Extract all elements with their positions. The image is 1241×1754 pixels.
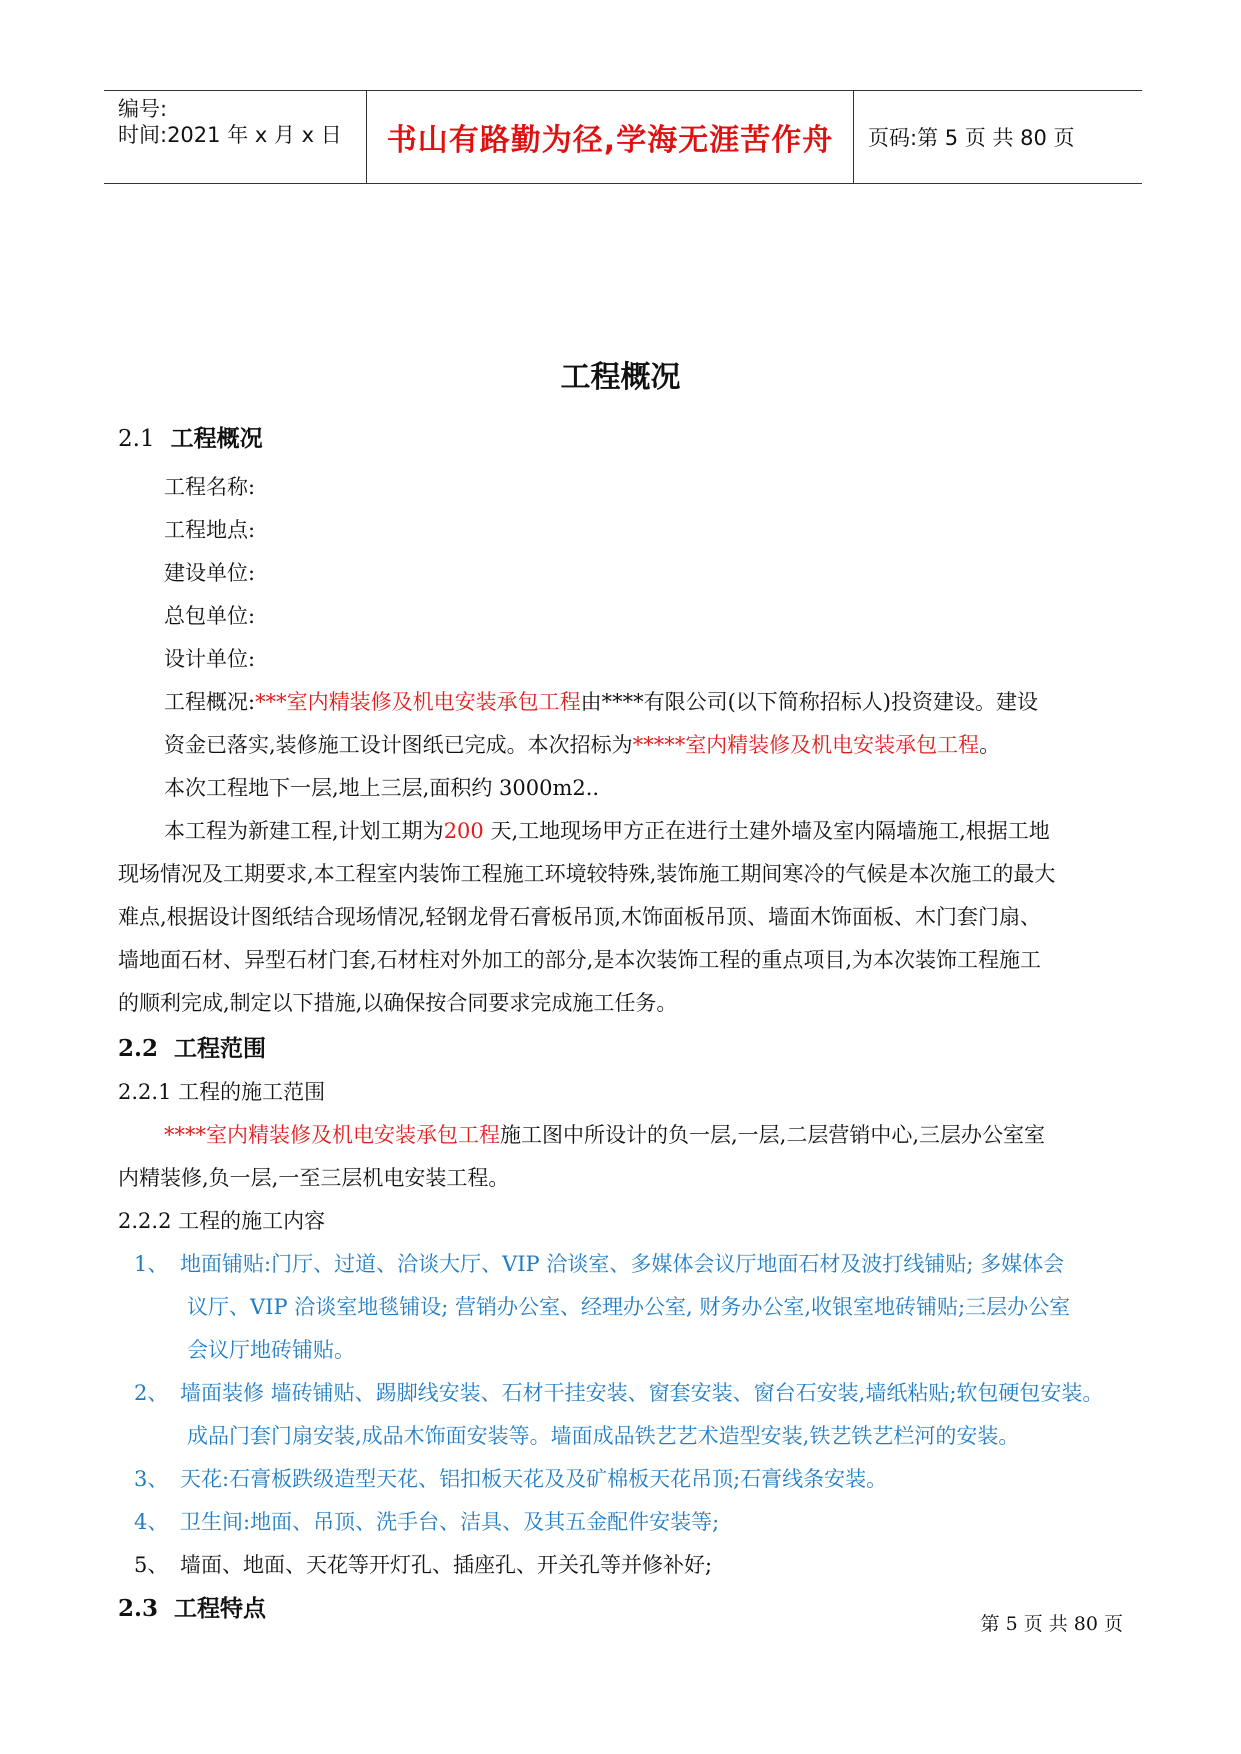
- list-item-3-line-1: 天花:石膏板跌级造型天花、铝扣板天花及及矿棉板天花吊顶;石膏线条安装。: [180, 1467, 888, 1491]
- header-right-cell: [854, 91, 1142, 183]
- overview-line-1: [164, 686, 1038, 716]
- section-2-2-heading: [118, 1030, 266, 1063]
- para-line-3: 难点,根据设计图纸结合现场情况,轻钢龙骨石膏板吊顶,木饰面板吊顶、墙面木饰面板、木门套门扇、: [118, 905, 1042, 929]
- section-title: 工程范围: [174, 1035, 267, 1062]
- section-2-3-heading: [118, 1590, 266, 1623]
- list-item-5-line-1: 墙面、地面、天花等开灯孔、插座孔、开关孔等并修补好;: [180, 1553, 713, 1577]
- project-name-highlight: ***室内精装修及机电安装承包工程: [255, 690, 581, 714]
- overview-label: 工程概况:: [164, 690, 256, 714]
- page-footer: 第 5 页 共 80 页: [980, 1613, 1123, 1635]
- section-number: 2.3: [118, 1595, 159, 1622]
- number-label: 编号:: [118, 97, 168, 121]
- field-designer: 设计单位:: [164, 647, 256, 671]
- header-page-info: 页码:第 5 页 共 80 页: [868, 126, 1075, 150]
- field-builder: 建设单位:: [164, 561, 256, 585]
- field-project-name: 工程名称:: [164, 475, 256, 499]
- field-general-contractor: 总包单位:: [164, 604, 256, 628]
- section-number: 2.2: [118, 1035, 159, 1062]
- list-item-1-line-3: 会议厅地砖铺贴。: [187, 1338, 355, 1362]
- subsection-2-2-1: 2.2.1 工程的施工范围: [118, 1080, 326, 1104]
- field-project-location: 工程地点:: [164, 518, 256, 542]
- overview-text: 资金已落实,装修施工设计图纸已完成。本次招标为: [164, 733, 633, 757]
- para-line-2: 现场情况及工期要求,本工程室内装饰工程施工环境较特殊,装饰施工期间寒冷的气候是本次施工的最大: [118, 862, 1056, 886]
- project-name-highlight: ****室内精装修及机电安装承包工程: [164, 1123, 500, 1147]
- list-item-number: 4、: [134, 1510, 169, 1534]
- header-motto: 书山有路勤为径,学海无涯苦作舟: [386, 123, 834, 158]
- document-title: 工程概况: [560, 360, 681, 395]
- floors-text: 本次工程地下一层,地上三层,面积约 3000m2..: [164, 776, 600, 800]
- scope-text: 施工图中所设计的负一层,一层,二层营销中心,三层办公室室: [500, 1123, 1046, 1147]
- para-line-4: 墙地面石材、异型石材门套,石材柱对外加工的部分,是本次装饰工程的重点项目,为本次装饰工程施工: [118, 948, 1042, 972]
- para-text: 天,工地现场甲方正在进行土建外墙及室内隔墙施工,根据工地: [483, 819, 1050, 843]
- list-item-1-line-2: 议厅、VIP 洽谈室地毯铺设; 营销办公室、经理办公室, 财务办公室,收银室地砖铺贴;三层办公室: [187, 1295, 1071, 1319]
- list-item-1-line-1: 地面铺贴:门厅、过道、洽谈大厅、VIP 洽谈室、多媒体会议厅地面石材及波打线铺贴; 多媒体会: [180, 1252, 1065, 1276]
- list-item-number: 5、: [134, 1553, 169, 1577]
- header-motto-cell: [367, 91, 854, 183]
- para-text: 本工程为新建工程,计划工期为: [164, 819, 444, 843]
- page-header: [104, 90, 1142, 184]
- list-item-number: 2、: [134, 1381, 169, 1405]
- section-number: 2.1: [118, 426, 155, 452]
- section-title: 工程特点: [174, 1595, 267, 1622]
- scope-line-2: 内精装修,负一层,一至三层机电安装工程。: [118, 1166, 510, 1190]
- list-item-2-line-2: 成品门套门扇安装,成品木饰面安装等。墙面成品铁艺艺术造型安装,铁艺铁艺栏河的安装。: [187, 1424, 1020, 1448]
- header-left-cell: [104, 91, 367, 183]
- overview-line-2: [164, 729, 1000, 759]
- para-line-1: [164, 815, 1050, 845]
- list-item-number: 3、: [134, 1467, 169, 1491]
- overview-text: 由****有限公司(以下简称招标人)投资建设。建设: [580, 690, 1038, 714]
- para-line-5: 的顺利完成,制定以下措施,以确保按合同要求完成施工任务。: [118, 991, 678, 1015]
- project-name-highlight: *****室内精装修及机电安装承包工程: [632, 733, 980, 757]
- section-title: 工程概况: [170, 425, 263, 452]
- time-label: 时间:2021 年 x 月 x 日: [118, 123, 342, 147]
- schedule-days: 200: [443, 819, 484, 843]
- subsection-2-2-2: 2.2.2 工程的施工内容: [118, 1209, 326, 1233]
- scope-line-1: [164, 1119, 1045, 1149]
- list-item-number: 1、: [134, 1252, 169, 1276]
- list-item-4-line-1: 卫生间:地面、吊顶、洗手台、洁具、及其五金配件安装等;: [180, 1510, 720, 1534]
- section-2-1-heading: [118, 420, 263, 453]
- overview-text: 。: [979, 733, 1001, 757]
- list-item-2-line-1: 墙面装修 墙砖铺贴、踢脚线安装、石材干挂安装、窗套安装、窗台石安装,墙纸粘贴;软包硬包安装。: [180, 1381, 1104, 1405]
